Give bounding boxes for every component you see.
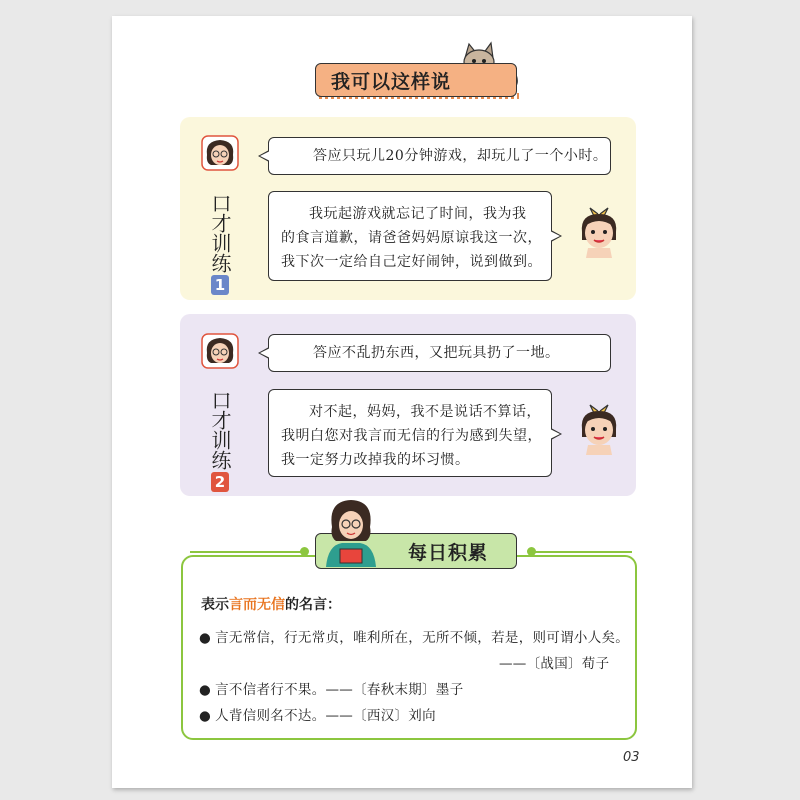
reply-line: 我一定努力改掉我的坏习惯。 (281, 452, 470, 468)
prompt-text: 答应只玩儿20分钟游戏，却玩儿了一个小时。 (313, 148, 608, 164)
prompt-bubble-1 (268, 137, 611, 175)
reply-line: 我玩起游戏就忘记了时间，我为我 (309, 206, 527, 222)
quote-source-1 (499, 652, 609, 672)
prompt-bubble-2 (268, 334, 611, 372)
daily-intro (201, 594, 341, 614)
prompt-text: 答应不乱扔东西，又把玩具扔了一地。 (313, 345, 560, 361)
quote-text: 人背信则名不达。——〔西汉〕刘向 (215, 708, 436, 724)
deco-line-right (532, 551, 632, 553)
reply-bubble-2 (268, 389, 552, 477)
reply-line: 对不起，妈妈，我不是说话不算话， (309, 404, 541, 420)
reply-line: 的食言道歉，请爸爸妈妈原谅我这一次， (281, 230, 542, 246)
deco-dot-right (527, 547, 536, 556)
reply-line: 我下次一定给自己定好闹钟，说到做到。 (281, 254, 542, 270)
woman-reading-illustration (318, 497, 384, 567)
quote-text: 言不信者行不果。——〔春秋末期〕墨子 (215, 682, 464, 698)
page-number: 03 (623, 750, 640, 765)
girl-avatar-icon (576, 403, 622, 455)
bullet-icon: ● (199, 630, 212, 646)
training-label-text: 口才训练 (208, 390, 232, 470)
reply-line: 我明白您对我言而无信的行为感到失望， (281, 428, 542, 444)
quote-item-3 (199, 704, 436, 724)
training-label-1 (207, 193, 233, 295)
daily-title: 每日积累 (408, 541, 489, 564)
training-number-badge: 2 (211, 472, 229, 492)
quote-item-1 (199, 626, 629, 646)
bullet-icon: ● (199, 682, 212, 698)
bullet-icon: ● (199, 708, 212, 724)
intro-suffix: 的名言： (285, 597, 341, 613)
intro-highlight: 言而无信 (229, 597, 285, 613)
reply-bubble-1 (268, 191, 552, 281)
quote-item-2 (199, 678, 464, 698)
mother-avatar-icon (201, 135, 239, 171)
section-title: 我可以这样说 (331, 70, 452, 93)
training-label-text: 口才训练 (208, 193, 232, 273)
quote-text: 言无常信，行无常贞，唯利所在，无所不倾，若是，则可谓小人矣。 (215, 630, 630, 646)
quote-source: ——〔战国〕荀子 (499, 656, 610, 672)
mother-avatar-icon (201, 333, 239, 369)
section-title-banner (315, 63, 517, 97)
training-number-badge: 1 (211, 275, 229, 295)
intro-prefix: 表示 (201, 597, 229, 613)
training-label-2 (207, 390, 233, 492)
deco-dot-left (300, 547, 309, 556)
deco-line-left (190, 551, 302, 553)
girl-avatar-icon (576, 206, 622, 258)
